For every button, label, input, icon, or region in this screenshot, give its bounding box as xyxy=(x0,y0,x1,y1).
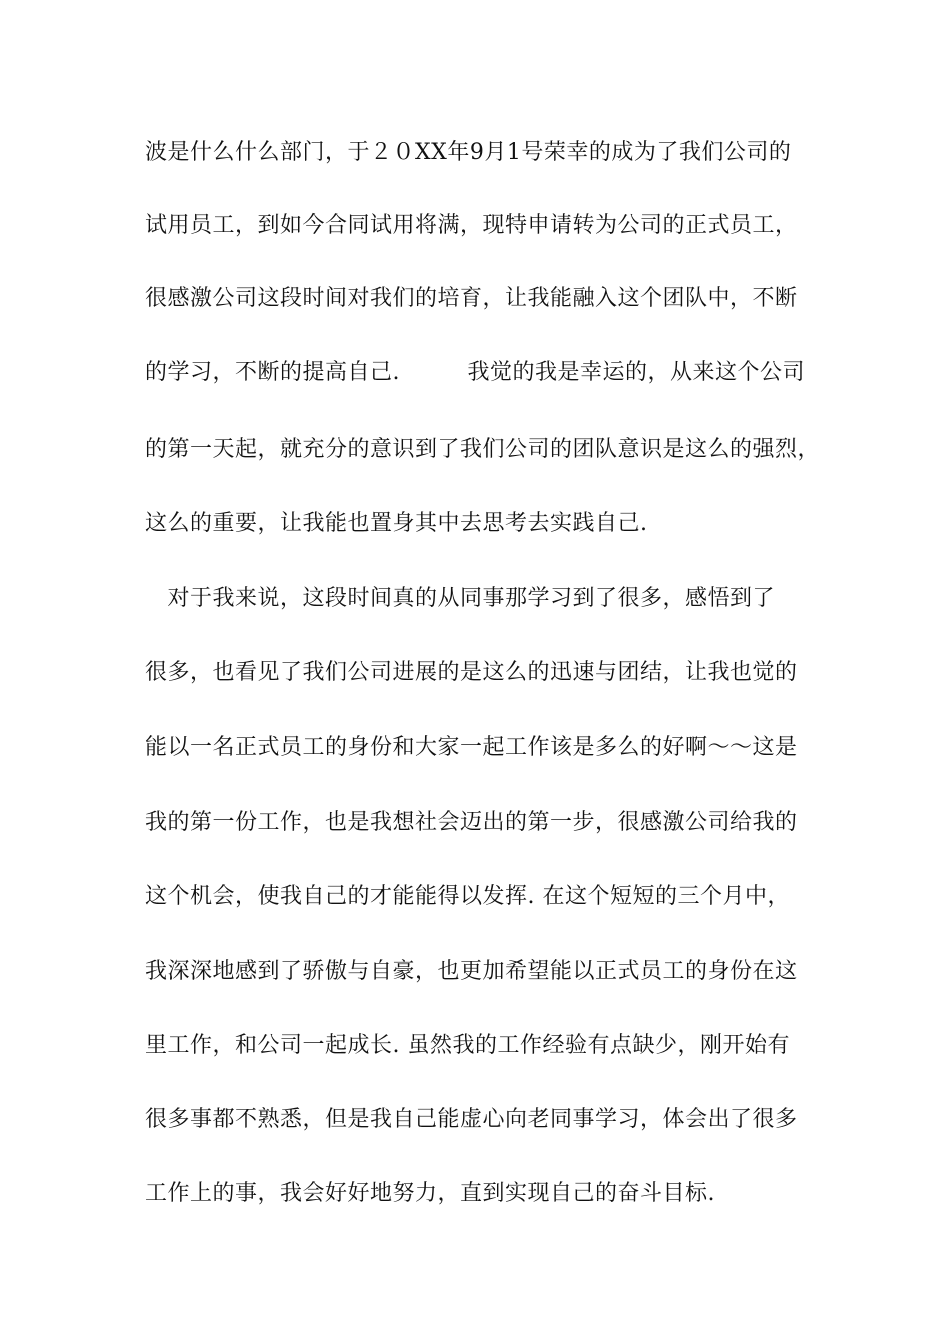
text-line: 这么的重要，让我能也置身其中去思考去实践自己. xyxy=(145,511,648,536)
text-line: 我的第一份工作，也是我想社会迈出的第一步，很感激公司给我的 xyxy=(145,810,798,835)
text-line: 的学习，不断的提高自己. 我觉的我是幸运的，从来这个公司 xyxy=(145,360,805,385)
text-line: 这个机会，使我自己的才能能得以发挥. 在这个短短的三个月中， xyxy=(145,884,790,909)
text-line: 波是什么什么部门，于２０XX年9月1号荣幸的成为了我们公司的 xyxy=(145,140,792,165)
text-line: 很感激公司这段时间对我们的培育，让我能融入这个团队中，不断 xyxy=(145,286,798,311)
text-line: 对于我来说，这段时间真的从同事那学习到了很多，感悟到了 xyxy=(145,586,776,611)
text-line: 很多，也看见了我们公司进展的是这么的迅速与团结，让我也觉的 xyxy=(145,660,798,685)
text-line: 很多事都不熟悉，但是我自己能虚心向老同事学习，体会出了很多 xyxy=(145,1107,798,1132)
text-line: 能以一名正式员工的身份和大家一起工作该是多么的好啊～～这是 xyxy=(145,735,798,760)
text-line: 工作上的事，我会好好地努力，直到实现自己的奋斗目标. xyxy=(145,1181,715,1206)
text-line: 里工作，和公司一起成长. 虽然我的工作经验有点缺少，刚开始有 xyxy=(145,1033,790,1058)
text-line: 我深深地感到了骄傲与自豪，也更加希望能以正式员工的身份在这 xyxy=(145,959,798,984)
text-line: 的第一天起，就充分的意识到了我们公司的团队意识是这么的强烈， xyxy=(145,437,821,462)
text-line: 试用员工，到如今合同试用将满，现特申请转为公司的正式员工， xyxy=(145,213,798,238)
